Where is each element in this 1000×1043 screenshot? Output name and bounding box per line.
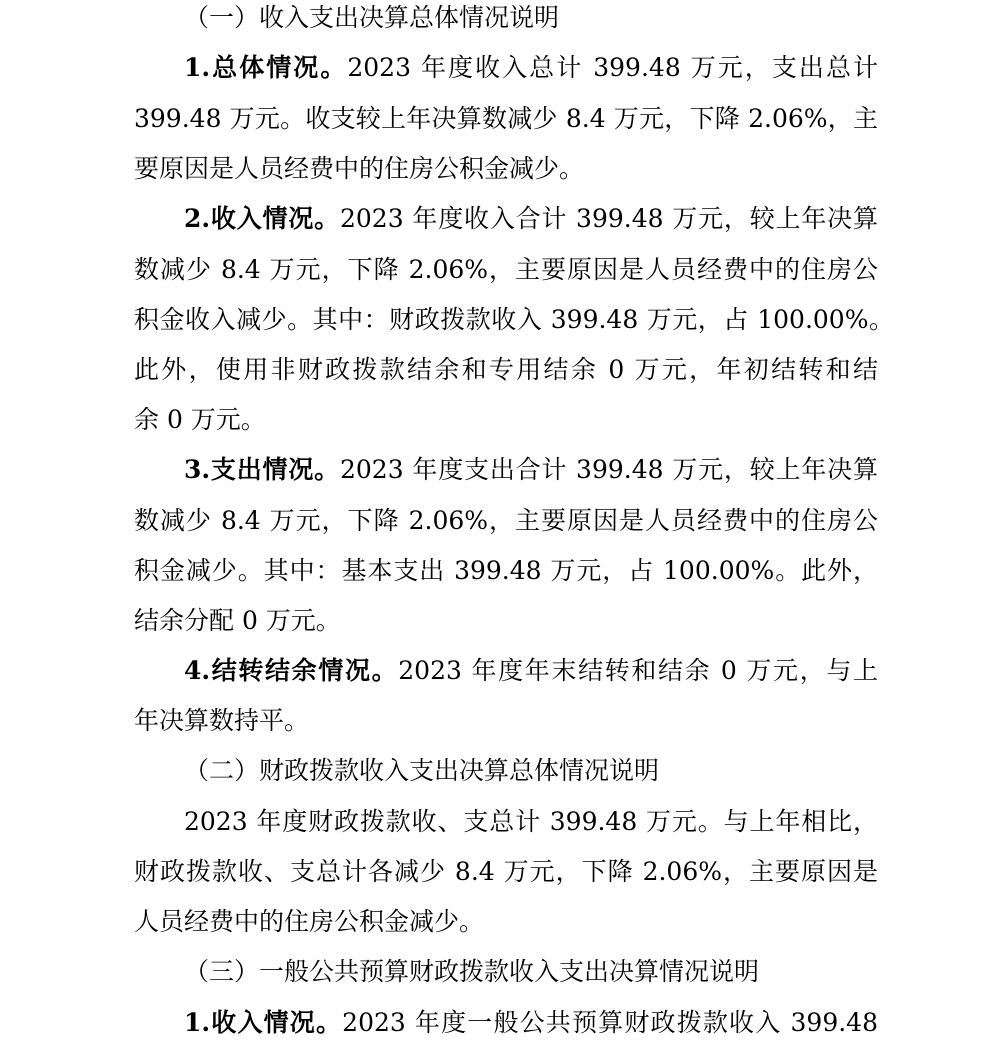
section-1-heading: （一）收入支出决算总体情况说明 bbox=[184, 3, 560, 32]
paragraph-income-line-4: 此外，使用非财政拨款结余和专用结余 0 万元，年初结转和结 bbox=[134, 355, 878, 384]
paragraph-income-line-5: 余 0 万元。 bbox=[134, 405, 266, 434]
paragraph-expense-line-1 bbox=[184, 450, 878, 490]
paragraph-label: 2.收入情况。 bbox=[184, 204, 340, 233]
paragraph-income-line-3: 积金收入减少。其中：财政拨款收入 399.48 万元，占 100.00%。 bbox=[134, 305, 894, 334]
paragraph-overall-line-2: 399.48 万元。收支较上年决算数减少 8.4 万元，下降 2.06%，主 bbox=[134, 104, 878, 133]
paragraph-general-income-line-1 bbox=[184, 1003, 878, 1043]
paragraph-text: 2023 年度收入总计 399.48 万元，支出总计 bbox=[347, 53, 878, 82]
paragraph-income-line-2: 数减少 8.4 万元，下降 2.06%，主要原因是人员经费中的住房公 bbox=[134, 255, 878, 284]
paragraph-carryover-line-1 bbox=[184, 651, 878, 691]
paragraph-overall-line-1 bbox=[184, 48, 878, 88]
paragraph-expense-line-3: 积金减少。其中：基本支出 399.48 万元，占 100.00%。此外， bbox=[134, 556, 878, 585]
paragraph-carryover-line-2: 年决算数持平。 bbox=[134, 706, 310, 735]
paragraph-expense-line-2: 数减少 8.4 万元，下降 2.06%，主要原因是人员经费中的住房公 bbox=[134, 506, 878, 535]
paragraph-text: 2023 年度收入合计 399.48 万元，较上年决算 bbox=[340, 204, 878, 233]
paragraph-label: 1.收入情况。 bbox=[184, 1008, 343, 1037]
paragraph-fiscal-line-2: 财政拨款收、支总计各减少 8.4 万元，下降 2.06%，主要原因是 bbox=[134, 857, 878, 886]
paragraph-label: 4.结转结余情况。 bbox=[184, 656, 399, 685]
paragraph-text: 2023 年度支出合计 399.48 万元，较上年决算 bbox=[340, 455, 878, 484]
paragraph-expense-line-4: 结余分配 0 万元。 bbox=[134, 606, 341, 635]
paragraph-label: 1.总体情况。 bbox=[184, 53, 348, 82]
paragraph-income-line-1 bbox=[184, 199, 878, 239]
paragraph-fiscal-line-3: 人员经费中的住房公积金减少。 bbox=[134, 907, 485, 936]
paragraph-label: 3.支出情况。 bbox=[184, 455, 340, 484]
paragraph-text: 2023 年度一般公共预算财政拨款收入 399.48 bbox=[342, 1008, 878, 1037]
paragraph-overall-line-3: 要原因是人员经费中的住房公积金减少。 bbox=[134, 154, 585, 183]
section-2-heading: （二）财政拨款收入支出决算总体情况说明 bbox=[184, 756, 660, 785]
paragraph-text: 2023 年度年末结转和结余 0 万元，与上 bbox=[398, 656, 878, 685]
section-3-heading: （三）一般公共预算财政拨款收入支出决算情况说明 bbox=[184, 957, 760, 986]
paragraph-fiscal-line-1: 2023 年度财政拨款收、支总计 399.48 万元。与上年相比， bbox=[184, 807, 878, 836]
